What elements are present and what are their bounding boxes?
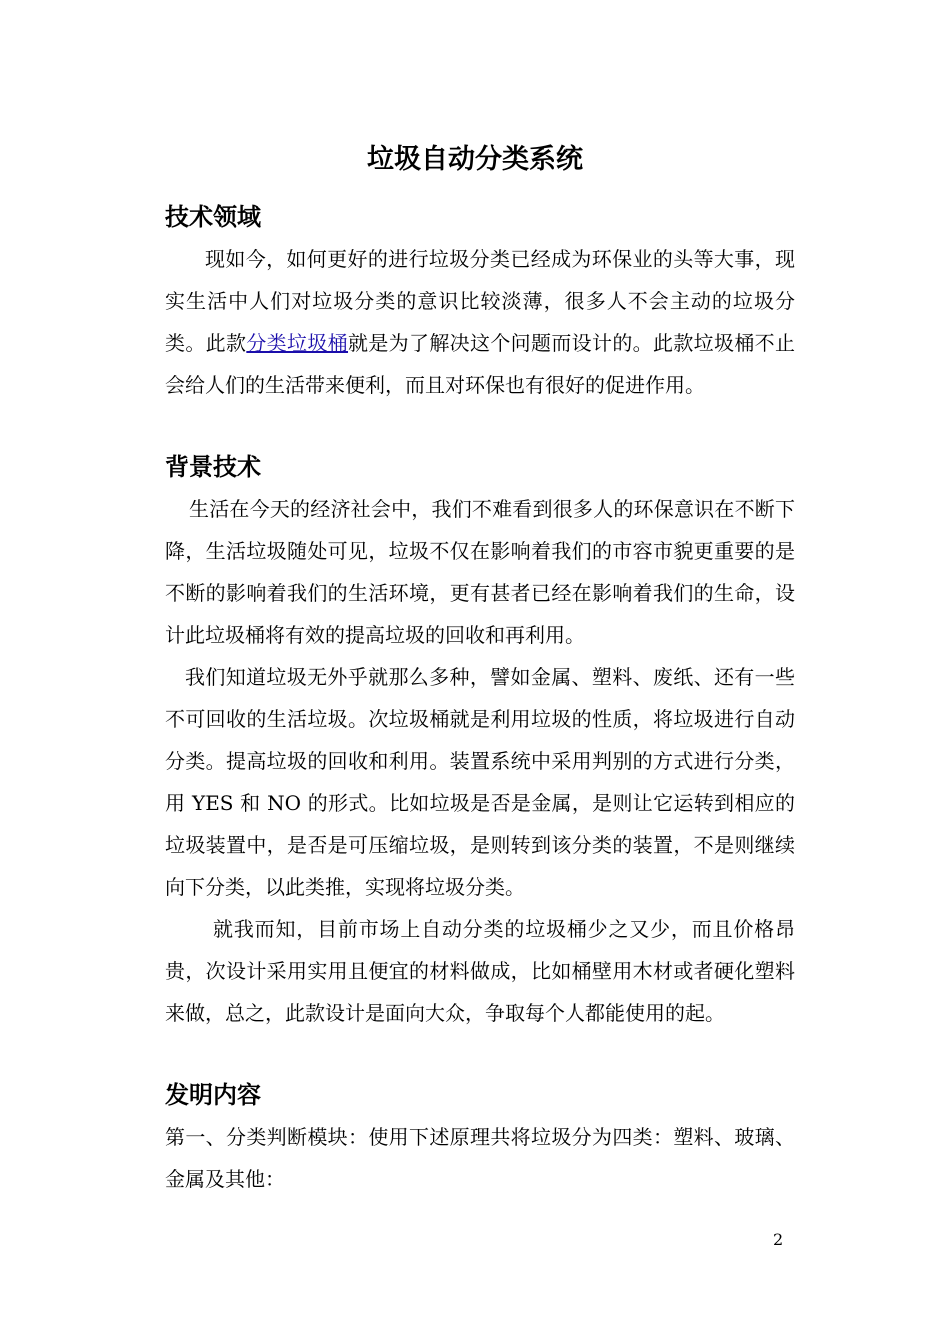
- section-heading-invention: 发明内容: [165, 1081, 261, 1109]
- page-number: 2: [773, 1230, 784, 1249]
- tech-field-text-2: 就是为了解决这个问题而设计的。此款垃圾桶不止会给人们的生活带来便利，而且对环保也有很好的促进作用。: [165, 331, 796, 397]
- background-paragraph-1: 生活在今天的经济社会中，我们不难看到很多人的环保意识在不断下降，生活垃圾随处可见，垃圾不仅在影响着我们的市容市貌更重要的是不断的影响着我们的生活环境，更有甚者已经在影响着我们的生命，设计此垃圾桶将有效的提高垃圾的回收和再利用。: [165, 497, 795, 647]
- tech-field-paragraph: [165, 238, 795, 406]
- document-title: 垃圾自动分类系统: [367, 144, 583, 175]
- section-heading-background: 背景技术: [165, 453, 261, 481]
- invention-paragraph-1: 第一、分类判断模块：使用下述原理共将垃圾分为四类：塑料、玻璃、金属及其他：: [165, 1125, 795, 1191]
- tech-field-text-1: 现如今，如何更好的进行垃圾分类已经成为环保业的头等大事，现实生活中人们对垃圾分类的意识比较淡薄，很多人不会主动的垃圾分类。此款: [165, 247, 795, 355]
- trash-bin-link[interactable]: 分类垃圾桶: [246, 331, 349, 355]
- section-heading-tech-field: 技术领域: [165, 203, 261, 231]
- background-paragraph-3: 就我而知，目前市场上自动分类的垃圾桶少之又少，而且价格昂贵，次设计采用实用且便宜的材料做成，比如桶壁用木材或者硬化塑料来做，总之，此款设计是面向大众，争取每个人都能使用的起。: [165, 917, 795, 1025]
- background-paragraph-2: 我们知道垃圾无外乎就那么多种，譬如金属、塑料、废纸、还有一些不可回收的生活垃圾。次垃圾桶就是利用垃圾的性质，将垃圾进行自动分类。提高垃圾的回收和利用。装置系统中采用判别的方式进行分类，用 YES 和 NO 的形式。比如垃圾是否是金属，是则让它运转到相应的垃圾装置中，是否是可压缩垃圾，是则转到该分类的装置，不是则继续向下分类，以此类推，实现将垃圾分类。: [165, 665, 795, 899]
